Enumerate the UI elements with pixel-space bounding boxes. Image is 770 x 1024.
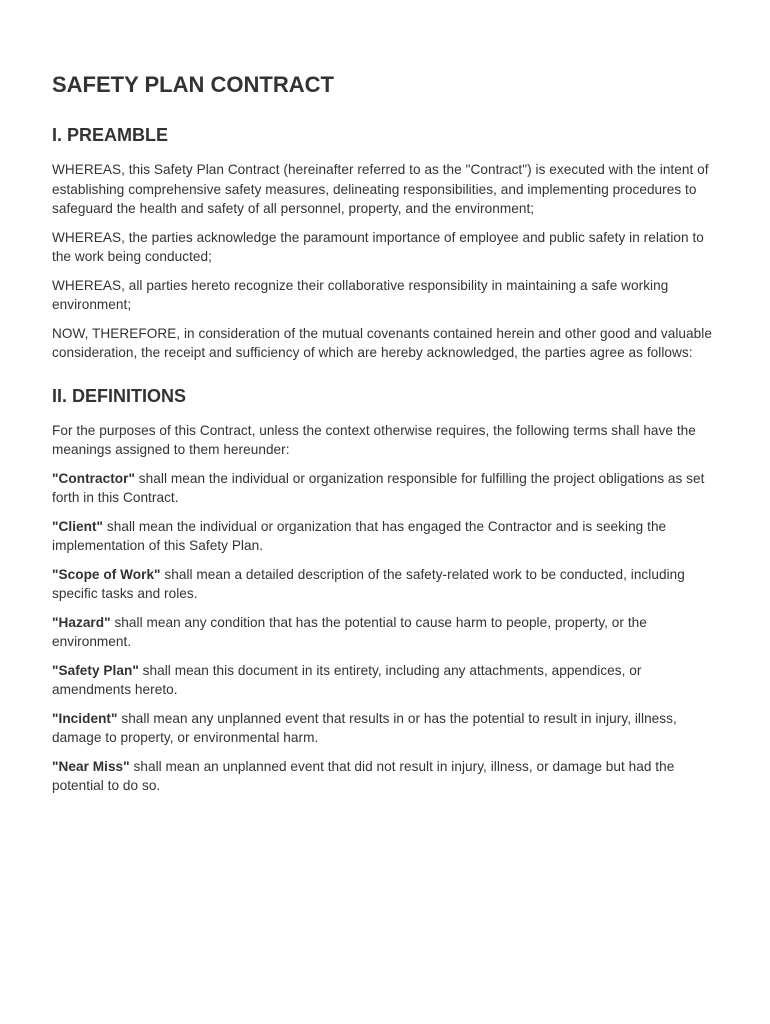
definition-term: "Near Miss": [52, 758, 130, 774]
definition-term: "Contractor": [52, 470, 135, 486]
preamble-paragraph: WHEREAS, this Safety Plan Contract (hereinafter referred to as the "Contract") is executed with the intent of establishing comprehensive safety measures, delineating responsibilities, and implementing procedures to safeguard the health and safety of all personnel, property, and the environment;: [52, 162, 709, 216]
definition-item: [52, 469, 718, 508]
definition-item: [52, 661, 718, 700]
document-title: SAFETY PLAN CONTRACT: [52, 72, 334, 97]
definition-item: [52, 757, 718, 796]
definition-term: "Client": [52, 518, 104, 534]
definition-text: shall mean a detailed description of the safety-related work to be conducted, including specific tasks and roles.: [52, 566, 685, 601]
definition-text: shall mean any condition that has the potential to cause harm to people, property, or the environment.: [52, 614, 647, 649]
definition-item: [52, 517, 718, 556]
definition-term: "Scope of Work": [52, 566, 161, 582]
preamble-section: [52, 124, 718, 363]
definition-term: "Incident": [52, 710, 118, 726]
preamble-paragraph: WHEREAS, the parties acknowledge the paramount importance of employee and public safety in relation to the work being conducted;: [52, 229, 704, 264]
preamble-heading: I. PREAMBLE: [52, 125, 169, 145]
preamble-paragraph: NOW, THEREFORE, in consideration of the mutual covenants contained herein and other good and valuable consideration, the receipt and sufficiency of which are hereby acknowledged, the parties agree as follows:: [52, 325, 712, 360]
definitions-intro: For the purposes of this Contract, unless the context otherwise requires, the following terms shall have the meanings assigned to them hereunder:: [52, 422, 696, 457]
definition-text: shall mean the individual or organization that has engaged the Contractor and is seeking the implementation of this Safety Plan.: [52, 518, 667, 553]
preamble-paragraph: WHEREAS, all parties hereto recognize their collaborative responsibility in maintaining a safe working environment;: [52, 277, 669, 312]
definition-text: shall mean this document in its entirety, including any attachments, appendices, or amendments hereto.: [52, 662, 642, 697]
definition-text: shall mean any unplanned event that results in or has the potential to result in injury, illness, damage to property, or environmental harm.: [52, 710, 677, 745]
definition-item: [52, 613, 718, 652]
definition-item: [52, 565, 718, 604]
definition-text: shall mean the individual or organization responsible for fulfilling the project obligations as set forth in this Contract.: [52, 470, 705, 505]
definition-text: shall mean an unplanned event that did not result in injury, illness, or damage but had the potential to do so.: [52, 758, 675, 793]
definition-term: "Hazard": [52, 614, 111, 630]
definitions-heading: II. DEFINITIONS: [52, 385, 187, 406]
definition-term: "Safety Plan": [52, 662, 139, 678]
definition-item: [52, 709, 718, 748]
definitions-section: [52, 385, 718, 796]
